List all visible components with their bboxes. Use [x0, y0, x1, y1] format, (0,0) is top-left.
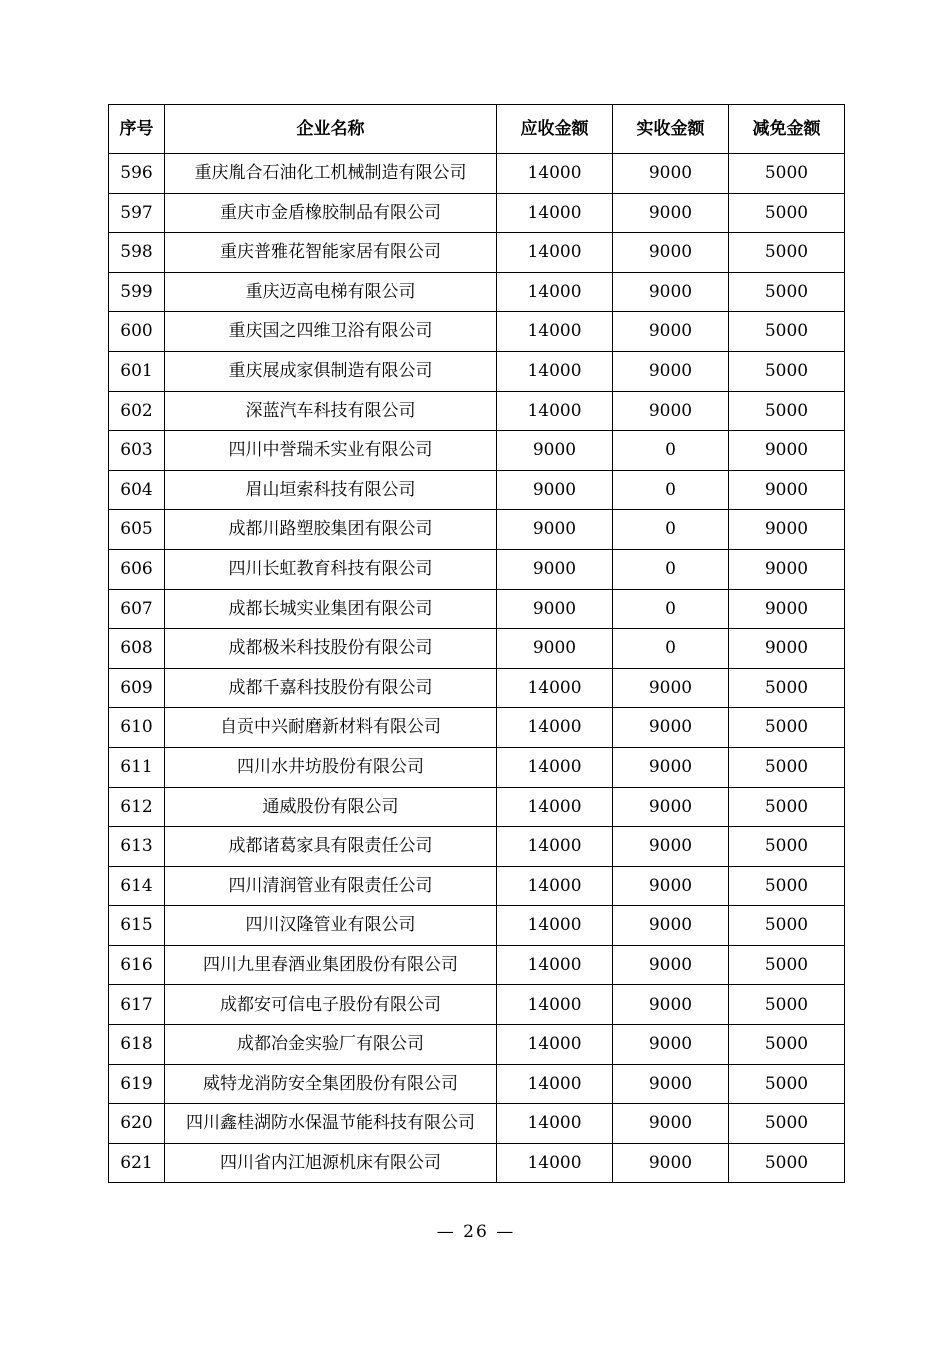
cell-enterprise-name: 重庆市金盾橡胶制品有限公司 — [165, 193, 497, 233]
cell-enterprise-name: 威特龙消防安全集团股份有限公司 — [165, 1064, 497, 1104]
cell-reduced-amount: 5000 — [729, 906, 845, 946]
cell-received-amount: 0 — [613, 510, 729, 550]
cell-index: 621 — [109, 1143, 165, 1183]
cell-reduced-amount: 5000 — [729, 312, 845, 352]
table-body — [109, 154, 845, 1183]
cell-received-amount: 9000 — [613, 312, 729, 352]
cell-enterprise-name: 四川中誉瑞禾实业有限公司 — [165, 431, 497, 471]
cell-enterprise-name: 成都极米科技股份有限公司 — [165, 629, 497, 669]
table-row — [109, 866, 845, 906]
table-row — [109, 431, 845, 471]
cell-enterprise-name: 深蓝汽车科技有限公司 — [165, 391, 497, 431]
table-row — [109, 312, 845, 352]
cell-receivable-amount: 14000 — [497, 985, 613, 1025]
cell-received-amount: 9000 — [613, 827, 729, 867]
cell-index: 617 — [109, 985, 165, 1025]
cell-receivable-amount: 14000 — [497, 391, 613, 431]
table-row — [109, 233, 845, 273]
table-row — [109, 1064, 845, 1104]
cell-index: 606 — [109, 549, 165, 589]
cell-enterprise-name: 四川九里春酒业集团股份有限公司 — [165, 945, 497, 985]
cell-enterprise-name: 成都长城实业集团有限公司 — [165, 589, 497, 629]
cell-receivable-amount: 14000 — [497, 1143, 613, 1183]
cell-receivable-amount: 14000 — [497, 945, 613, 985]
table-row — [109, 708, 845, 748]
enterprise-fee-table — [108, 104, 845, 1183]
cell-enterprise-name: 重庆迈高电梯有限公司 — [165, 272, 497, 312]
cell-index: 603 — [109, 431, 165, 471]
cell-reduced-amount: 5000 — [729, 668, 845, 708]
enterprise-fee-table-container — [108, 104, 844, 1183]
cell-receivable-amount: 14000 — [497, 906, 613, 946]
cell-reduced-amount: 5000 — [729, 708, 845, 748]
cell-reduced-amount: 5000 — [729, 1064, 845, 1104]
cell-reduced-amount: 5000 — [729, 351, 845, 391]
cell-reduced-amount: 5000 — [729, 747, 845, 787]
cell-enterprise-name: 成都安可信电子股份有限公司 — [165, 985, 497, 1025]
cell-received-amount: 9000 — [613, 154, 729, 194]
cell-receivable-amount: 14000 — [497, 787, 613, 827]
cell-enterprise-name: 四川鑫桂湖防水保温节能科技有限公司 — [165, 1104, 497, 1144]
cell-enterprise-name: 四川清润管业有限责任公司 — [165, 866, 497, 906]
cell-received-amount: 9000 — [613, 193, 729, 233]
cell-received-amount: 0 — [613, 470, 729, 510]
table-row — [109, 1143, 845, 1183]
column-header-index: 序号 — [109, 105, 165, 154]
cell-index: 616 — [109, 945, 165, 985]
cell-index: 601 — [109, 351, 165, 391]
cell-index: 608 — [109, 629, 165, 669]
cell-received-amount: 0 — [613, 431, 729, 471]
cell-reduced-amount: 5000 — [729, 1025, 845, 1065]
cell-received-amount: 9000 — [613, 866, 729, 906]
cell-index: 619 — [109, 1064, 165, 1104]
table-row — [109, 787, 845, 827]
cell-received-amount: 9000 — [613, 1064, 729, 1104]
cell-enterprise-name: 成都千嘉科技股份有限公司 — [165, 668, 497, 708]
cell-receivable-amount: 14000 — [497, 272, 613, 312]
cell-receivable-amount: 9000 — [497, 470, 613, 510]
cell-received-amount: 9000 — [613, 787, 729, 827]
cell-reduced-amount: 5000 — [729, 1104, 845, 1144]
table-row — [109, 589, 845, 629]
table-row — [109, 827, 845, 867]
cell-received-amount: 9000 — [613, 391, 729, 431]
cell-index: 602 — [109, 391, 165, 431]
cell-receivable-amount: 14000 — [497, 154, 613, 194]
column-header-receivable-amount: 应收金额 — [497, 105, 613, 154]
cell-enterprise-name: 成都冶金实验厂有限公司 — [165, 1025, 497, 1065]
table-row — [109, 945, 845, 985]
cell-index: 611 — [109, 747, 165, 787]
cell-reduced-amount: 9000 — [729, 629, 845, 669]
cell-index: 620 — [109, 1104, 165, 1144]
cell-received-amount: 9000 — [613, 1104, 729, 1144]
cell-received-amount: 9000 — [613, 985, 729, 1025]
table-row — [109, 668, 845, 708]
table-row — [109, 391, 845, 431]
cell-index: 609 — [109, 668, 165, 708]
cell-reduced-amount: 9000 — [729, 510, 845, 550]
cell-reduced-amount: 5000 — [729, 787, 845, 827]
cell-reduced-amount: 9000 — [729, 470, 845, 510]
cell-receivable-amount: 14000 — [497, 747, 613, 787]
cell-received-amount: 9000 — [613, 233, 729, 273]
cell-received-amount: 0 — [613, 629, 729, 669]
table-header-row — [109, 105, 845, 154]
table-row — [109, 985, 845, 1025]
cell-index: 618 — [109, 1025, 165, 1065]
cell-receivable-amount: 14000 — [497, 233, 613, 273]
cell-receivable-amount: 14000 — [497, 668, 613, 708]
cell-reduced-amount: 5000 — [729, 391, 845, 431]
table-header — [109, 105, 845, 154]
cell-index: 597 — [109, 193, 165, 233]
cell-index: 607 — [109, 589, 165, 629]
cell-enterprise-name: 通威股份有限公司 — [165, 787, 497, 827]
cell-index: 613 — [109, 827, 165, 867]
cell-index: 610 — [109, 708, 165, 748]
table-row — [109, 154, 845, 194]
cell-received-amount: 9000 — [613, 351, 729, 391]
cell-reduced-amount: 5000 — [729, 193, 845, 233]
column-header-reduced-amount: 减免金额 — [729, 105, 845, 154]
cell-receivable-amount: 9000 — [497, 589, 613, 629]
cell-receivable-amount: 14000 — [497, 351, 613, 391]
cell-received-amount: 9000 — [613, 1025, 729, 1065]
cell-reduced-amount: 9000 — [729, 431, 845, 471]
cell-receivable-amount: 9000 — [497, 510, 613, 550]
page-footer — [0, 1222, 952, 1242]
table-row — [109, 549, 845, 589]
cell-receivable-amount: 14000 — [497, 312, 613, 352]
cell-enterprise-name: 四川长虹教育科技有限公司 — [165, 549, 497, 589]
table-row — [109, 1025, 845, 1065]
table-row — [109, 510, 845, 550]
cell-index: 600 — [109, 312, 165, 352]
cell-index: 614 — [109, 866, 165, 906]
cell-receivable-amount: 9000 — [497, 549, 613, 589]
cell-reduced-amount: 5000 — [729, 866, 845, 906]
cell-reduced-amount: 5000 — [729, 827, 845, 867]
cell-receivable-amount: 14000 — [497, 1104, 613, 1144]
cell-reduced-amount: 9000 — [729, 549, 845, 589]
cell-index: 604 — [109, 470, 165, 510]
cell-reduced-amount: 5000 — [729, 985, 845, 1025]
cell-received-amount: 9000 — [613, 1143, 729, 1183]
cell-enterprise-name: 重庆国之四维卫浴有限公司 — [165, 312, 497, 352]
cell-receivable-amount: 14000 — [497, 827, 613, 867]
cell-reduced-amount: 5000 — [729, 1143, 845, 1183]
cell-enterprise-name: 重庆展成家俱制造有限公司 — [165, 351, 497, 391]
cell-enterprise-name: 成都川路塑胶集团有限公司 — [165, 510, 497, 550]
table-row — [109, 747, 845, 787]
cell-received-amount: 9000 — [613, 906, 729, 946]
cell-receivable-amount: 14000 — [497, 193, 613, 233]
column-header-enterprise-name: 企业名称 — [165, 105, 497, 154]
table-row — [109, 272, 845, 312]
cell-enterprise-name: 四川汉隆管业有限公司 — [165, 906, 497, 946]
cell-index: 596 — [109, 154, 165, 194]
cell-enterprise-name: 眉山垣索科技有限公司 — [165, 470, 497, 510]
cell-received-amount: 9000 — [613, 668, 729, 708]
cell-reduced-amount: 5000 — [729, 945, 845, 985]
cell-enterprise-name: 自贡中兴耐磨新材料有限公司 — [165, 708, 497, 748]
cell-receivable-amount: 9000 — [497, 431, 613, 471]
cell-enterprise-name: 四川省内江旭源机床有限公司 — [165, 1143, 497, 1183]
cell-index: 605 — [109, 510, 165, 550]
cell-enterprise-name: 成都诸葛家具有限责任公司 — [165, 827, 497, 867]
cell-enterprise-name: 重庆普雅花智能家居有限公司 — [165, 233, 497, 273]
table-row — [109, 470, 845, 510]
cell-received-amount: 9000 — [613, 272, 729, 312]
column-header-received-amount: 实收金额 — [613, 105, 729, 154]
cell-index: 612 — [109, 787, 165, 827]
cell-reduced-amount: 5000 — [729, 154, 845, 194]
table-row — [109, 906, 845, 946]
cell-index: 615 — [109, 906, 165, 946]
cell-enterprise-name: 四川水井坊股份有限公司 — [165, 747, 497, 787]
cell-index: 598 — [109, 233, 165, 273]
cell-reduced-amount: 5000 — [729, 233, 845, 273]
cell-receivable-amount: 14000 — [497, 1064, 613, 1104]
table-row — [109, 193, 845, 233]
cell-receivable-amount: 9000 — [497, 629, 613, 669]
table-row — [109, 629, 845, 669]
cell-reduced-amount: 9000 — [729, 589, 845, 629]
cell-reduced-amount: 5000 — [729, 272, 845, 312]
cell-index: 599 — [109, 272, 165, 312]
cell-received-amount: 0 — [613, 549, 729, 589]
table-row — [109, 1104, 845, 1144]
cell-receivable-amount: 14000 — [497, 866, 613, 906]
table-row — [109, 351, 845, 391]
cell-received-amount: 9000 — [613, 945, 729, 985]
cell-receivable-amount: 14000 — [497, 708, 613, 748]
cell-received-amount: 9000 — [613, 747, 729, 787]
cell-received-amount: 9000 — [613, 708, 729, 748]
cell-receivable-amount: 14000 — [497, 1025, 613, 1065]
page-number: — 26 — — [436, 1222, 516, 1242]
cell-enterprise-name: 重庆胤合石油化工机械制造有限公司 — [165, 154, 497, 194]
cell-received-amount: 0 — [613, 589, 729, 629]
